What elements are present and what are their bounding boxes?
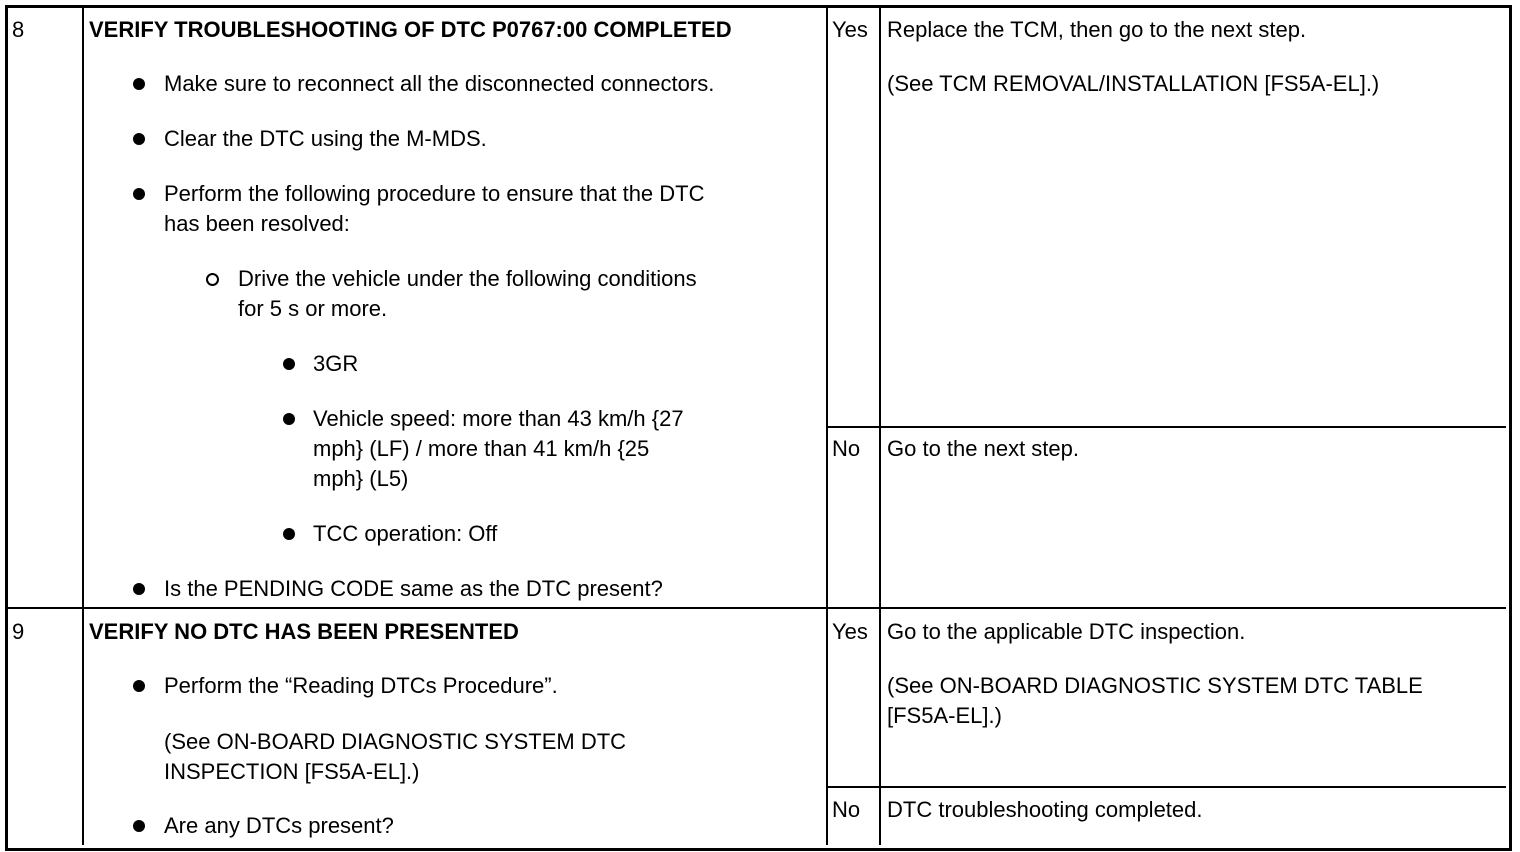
sub-bullet bbox=[206, 273, 219, 286]
divider-step-column bbox=[82, 8, 84, 845]
question-dtcs-present: Are any DTCs present? bbox=[164, 813, 394, 838]
step-title: VERIFY NO DTC HAS BEEN PRESENTED bbox=[89, 619, 519, 644]
bullet bbox=[133, 583, 145, 595]
bullet bbox=[133, 680, 145, 692]
condition-speed-line3: mph} (L5) bbox=[313, 466, 409, 491]
condition-speed-line1: Vehicle speed: more than 43 km/h {27 bbox=[313, 406, 684, 431]
answer-yes-action: Replace the TCM, then go to the next step. bbox=[887, 17, 1307, 42]
divider-row9-yes-no bbox=[826, 786, 1506, 788]
answer-yes-action: Go to the applicable DTC inspection. bbox=[887, 619, 1246, 644]
bullet bbox=[133, 188, 145, 200]
instruction-reference-line1: (See ON-BOARD DIAGNOSTIC SYSTEM DTC bbox=[164, 729, 627, 754]
answer-yes-label: Yes bbox=[832, 17, 868, 42]
instruction-reference-line2: INSPECTION [FS5A-EL].) bbox=[164, 759, 420, 784]
condition-drive-line1: Drive the vehicle under the following conditions bbox=[238, 266, 697, 291]
bullet bbox=[283, 528, 295, 540]
answer-yes-reference-line2: [FS5A-EL].) bbox=[887, 703, 1002, 728]
instruction-reconnect: Make sure to reconnect all the disconnected connectors. bbox=[164, 71, 715, 96]
answer-no-action: DTC troubleshooting completed. bbox=[887, 797, 1203, 822]
answer-yes-reference: (See TCM REMOVAL/INSTALLATION [FS5A-EL].) bbox=[887, 71, 1380, 96]
step-title: VERIFY TROUBLESHOOTING OF DTC P0767:00 COMPLETED bbox=[89, 17, 732, 42]
condition-speed-line2: mph} (LF) / more than 41 km/h {25 bbox=[313, 436, 650, 461]
step-number: 9 bbox=[12, 619, 25, 644]
question-pending-code: Is the PENDING CODE same as the DTC present? bbox=[164, 576, 663, 601]
answer-no-label: No bbox=[832, 436, 861, 461]
step-number: 8 bbox=[12, 17, 25, 42]
instruction-clear-dtc: Clear the DTC using the M-MDS. bbox=[164, 126, 487, 151]
divider-row8-yes-no bbox=[826, 426, 1506, 428]
condition-tcc: TCC operation: Off bbox=[313, 521, 498, 546]
bullet bbox=[133, 78, 145, 90]
instruction-reading-dtcs: Perform the “Reading DTCs Procedure”. bbox=[164, 673, 558, 698]
answer-no-action: Go to the next step. bbox=[887, 436, 1080, 461]
bullet bbox=[283, 358, 295, 370]
bullet bbox=[283, 413, 295, 425]
condition-gear: 3GR bbox=[313, 351, 359, 376]
bullet bbox=[133, 820, 145, 832]
answer-yes-reference-line1: (See ON-BOARD DIAGNOSTIC SYSTEM DTC TABLE bbox=[887, 673, 1423, 698]
instruction-perform-line2: has been resolved: bbox=[164, 211, 350, 236]
condition-drive-line2: for 5 s or more. bbox=[238, 296, 388, 321]
bullet bbox=[133, 133, 145, 145]
answer-no-label: No bbox=[832, 797, 861, 822]
instruction-perform-line1: Perform the following procedure to ensure that the DTC bbox=[164, 181, 705, 206]
answer-yes-label: Yes bbox=[832, 619, 868, 644]
divider-row8-row9 bbox=[8, 607, 1506, 609]
